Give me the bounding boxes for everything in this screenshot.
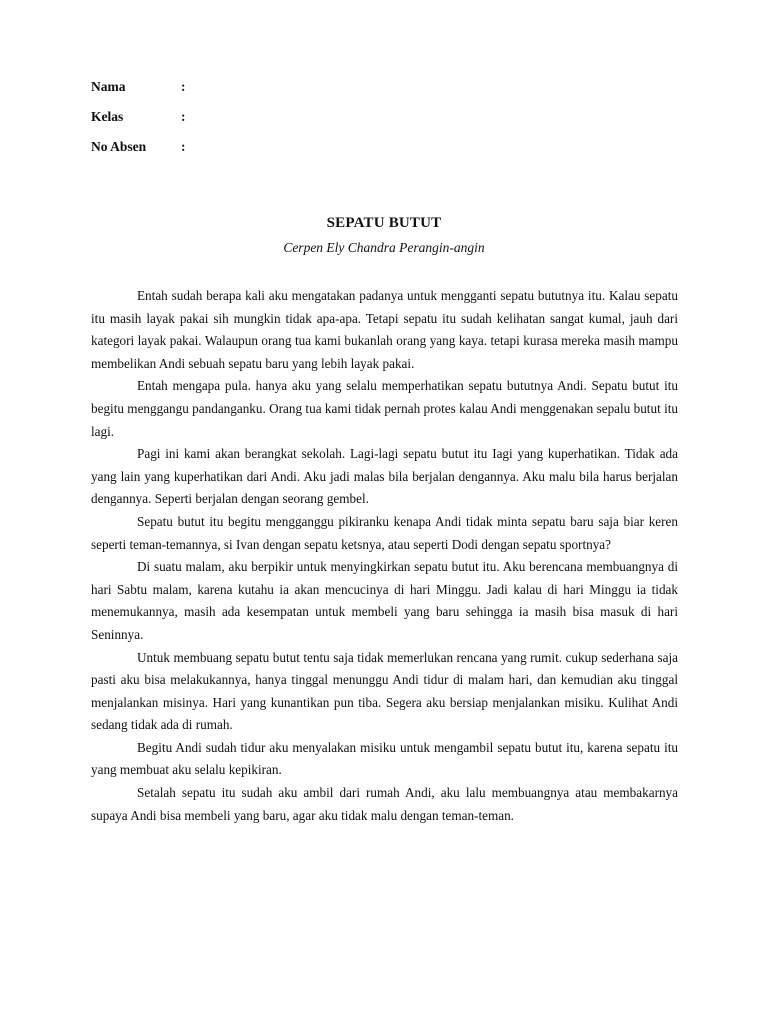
paragraph: Pagi ini kami akan berangkat sekolah. Lagi-lagi sepatu butut itu Iagi yang kuperhatikan. Tidak ada yang lain yang kuperhatikan dari Andi. Aku jadi malas bila berjalan dengannya. Aku malu bila harus berjalan dengannya. Seperti berjalan dengan seorang gembel. <box>91 446 678 507</box>
paragraph: Begitu Andi sudah tidur aku menyalakan misiku untuk mengambil sepatu butut itu, karena sepatu itu yang membuat aku selalu kepikiran. <box>91 739 678 778</box>
name-field <box>91 79 191 95</box>
paragraph: Setalah sepatu itu sudah aku ambil dari rumah Andi, aku lalu membuangnya atau membakarnya supaya Andi bisa membeli yang baru, agar aku tidak malu dengan teman-teman. <box>91 785 678 823</box>
story-title: SEPATU BUTUT <box>326 215 442 231</box>
absen-colon: : <box>181 139 186 154</box>
paragraph: Entah sudah berapa kali aku mengatakan padanya untuk mengganti sepatu bututnya itu. Kalau sepatu itu masih layak pakai sih mungkin tidak apa-apa. Tetapi sepatu itu sudah kelihatan sangat kumal, jauh dari kategori layak pakai. Walaupun orang tua kami bukanlah orang yang kaya. tetapi kurasa mereka masih mampu membelikan Andi sebuah sepatu baru yang lebih layak pakai. <box>91 288 678 371</box>
story-subtitle: Cerpen Ely Chandra Perangin-angin <box>283 240 485 255</box>
absen-field <box>91 139 191 155</box>
absen-label: No Absen <box>91 139 147 154</box>
name-label: Nama <box>91 79 126 94</box>
paragraph: Sepatu butut itu begitu mengganggu pikiranku kenapa Andi tidak minta sepatu baru saja biar keren seperti teman-temannya, si Ivan dengan sepatu ketsnya, atau seperti Dodi dengan sepatu sportnya? <box>91 513 678 552</box>
story-body <box>91 285 678 827</box>
name-colon: : <box>181 79 186 94</box>
paragraph: Di suatu malam, aku berpikir untuk menyingkirkan sepatu butut itu. Aku berencana membuangnya di hari Sabtu malam, karena kutahu ia akan mencucinya di hari Minggu. Jadi kalau di hari Minggu ia tidak menemukannya, masih ada kesempatan untuk membeli yang baru sehingga ia masih bisa masuk di hari Seninnya. <box>91 559 678 642</box>
class-colon: : <box>181 109 186 124</box>
class-label: Kelas <box>91 109 124 124</box>
class-field <box>91 109 191 125</box>
paragraph: Entah mengapa pula. hanya aku yang selalu memperhatikan sepatu bututnya Andi. Sepatu butut itu begitu menggangu pandanganku. Orang tua kami tidak pernah protes kalau Andi menggenakan sepalu butut itu lagi. <box>91 378 678 439</box>
paragraph: Untuk membuang sepatu butut tentu saja tidak memerlukan rencana yang rumit. cukup sederhana saja pasti aku bisa melakukannya, hanya tinggal menunggu Andi tidur di malam hari, dan kemudian aku tinggal menjalankan misinya. Hari yang kunantikan pun tiba. Segera aku bersiap menjalankan misiku. Kulihat Andi sedang tidak ada di rumah. <box>91 649 678 733</box>
